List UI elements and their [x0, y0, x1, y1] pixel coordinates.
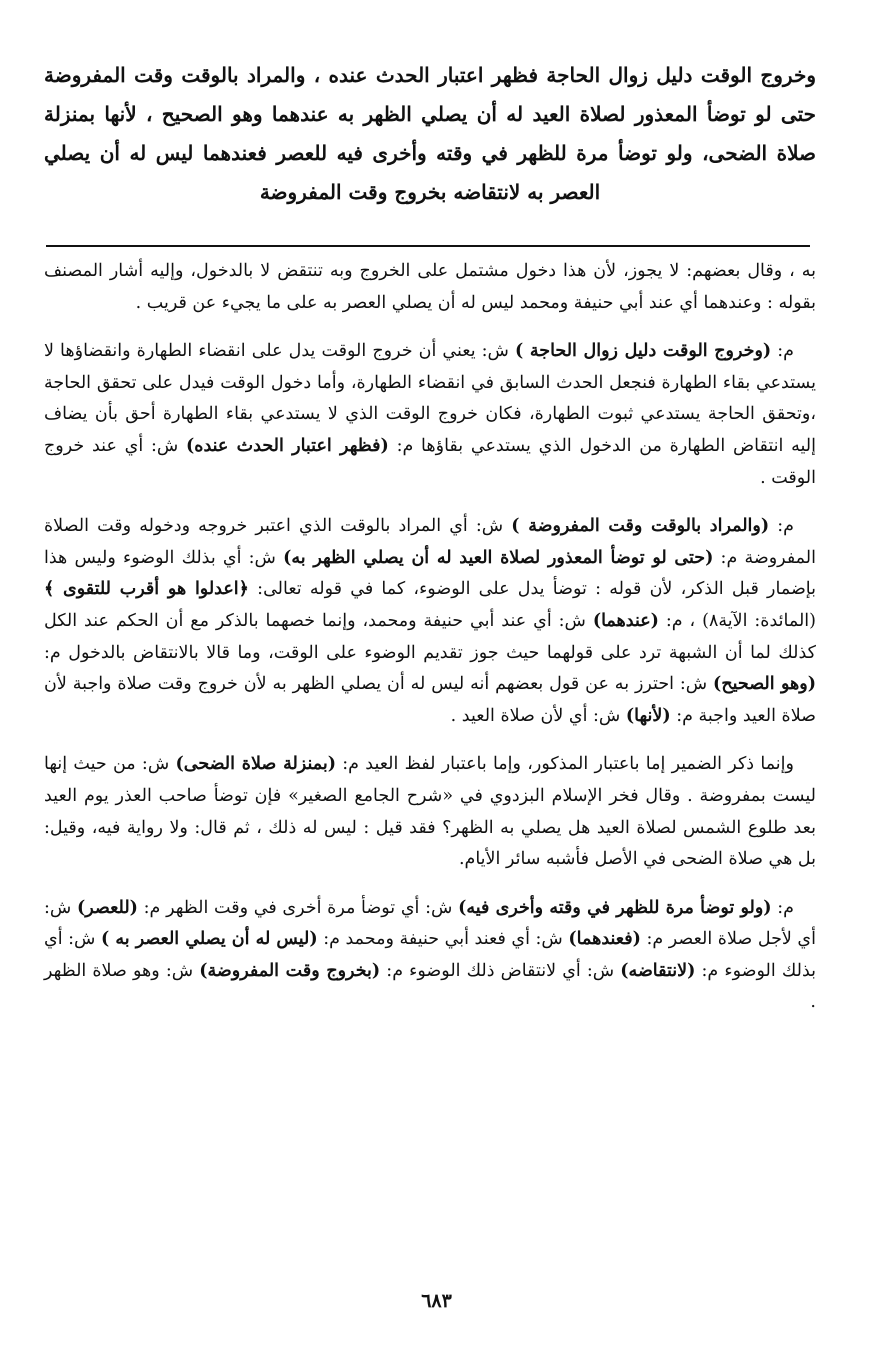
page-number: ٦٨٣ — [421, 1290, 452, 1312]
quoted-matn: (ليس له أن يصلي العصر به ) — [100, 929, 318, 950]
commentary-text: ش: أي لأن صلاة العيد . — [450, 705, 626, 726]
commentary-text: ش: أي بذلك الوضوء م: — [44, 929, 817, 981]
commentary-text: ش: من حيث إنها ليست بمفروضة . وقال فخر الإسلام البزدوي في «شرح الجامع الصغير» فإن توضأ صاحب العذر يوم العيد بعد طلوع الشمس لصلاة العيد هل يصلي به الظهر؟ فقد قيل : ليس له ذلك ، ثم قال: ولا رواية فيه، وقيل: بل هي صلاة الضحى في الأصل فأشبه سائر الأيام. — [44, 754, 816, 870]
quoted-matn: (وخروج الوقت دليل زوال الحاجة ) — [515, 341, 772, 362]
quoted-matn: (فظهر اعتبار الحدث عنده) — [186, 435, 389, 456]
commentary-paragraph-3 — [44, 511, 816, 732]
commentary-text: (المائدة: الآية٨) ، م: — [658, 610, 816, 631]
matn-paragraph: وخروج الوقت دليل زوال الحاجة فظهر اعتبار الحدث عنده ، والمراد بالوقت وقت المفروضة حتى لو توضأ المعذور لصلاة العيد له أن يصلي الظهر به عندهما وهو الصحيح ، لأنها بمنزلة صلاة الضحى، ولو توضأ مرة للظهر في وقته وأخرى فيه للعصر فعندهما ليس له أن يصلي العصر به لانتقاضه بخروج وقت المفروضة — [44, 63, 816, 204]
commentary-text: ش: يعني أن خروج الوقت يدل على انقضاء الطهارة وانقضاؤها لا يستدعي بقاء الطهارة فنجعل الحدث السابق في انقضاء الطهارة، وأما دخول الوقت فيدل على تحقق الحاجة ،وتحقق الحاجة يستدعي ثبوت الطهارة، فكان خروج الوقت الذي لا يستدعي بقاء الطهارة أحق بأن يضاف إليه انتقاض الطهارة من الدخول الذي يستدعي بقاؤها م: — [44, 341, 816, 456]
marker: م: — [771, 897, 795, 918]
commentary-block — [44, 256, 816, 1036]
quoted-matn: (بخروج وقت المفروضة) — [199, 960, 381, 981]
commentary-paragraph-2 — [44, 336, 816, 494]
commentary-paragraph-4 — [44, 749, 816, 875]
commentary-text: ش: أي عند أبي حنيفة ومحمد، وإنما خصهما بالذكر مع أن الحكم عند الكل كذلك لما أن الشبهة ترد على قولهما حيث جوز تقديم الوضوء على الوقت، وما قالا بالانتقاض بالدخول م: — [44, 610, 816, 663]
quoted-matn: (للعصر) — [76, 897, 138, 918]
commentary-text: ش: أي لانتقاض ذلك الوضوء م: — [380, 960, 621, 981]
quoted-matn: (لأنها) — [625, 705, 671, 726]
commentary-text: ش: وهو صلاة الظهر . — [44, 960, 816, 1013]
commentary-paragraph-5 — [44, 893, 816, 1019]
commentary-text: ش: أي بذلك الوضوء وليس هذا بإضمار قبل الذكر، لأن قوله : توضأ يدل على الوضوء، كما في قوله تعالى: — [44, 547, 817, 600]
commentary-text: ش: أي توضأ مرة أخرى في وقت الظهر م: — [137, 897, 459, 918]
commentary-text: ش: أي المراد بالوقت الذي اعتبر خروجه ودخوله وقت الصلاة المفروضة م: — [44, 516, 816, 568]
quoted-matn: (حتى لو توضأ المعذور لصلاة العيد له أن يصلي الظهر به) — [283, 547, 714, 568]
matn-block — [44, 56, 816, 212]
quoted-matn: (بمنزلة صلاة الضحى) — [175, 754, 336, 775]
quoted-matn: (وهو الصحيح) — [713, 674, 816, 695]
marker: م: — [771, 341, 795, 362]
commentary-paragraph-1: به ، وقال بعضهم: لا يجوز، لأن هذا دخول مشتمل على الخروج وبه تنتقض لا بالدخول، وإليه أشار المصنف بقوله : وعندهما أي عند أبي حنيفة ومحمد ليس له أن يصلي العصر به على ما يجيء عن قريب . — [44, 261, 816, 313]
quoted-matn: (والمراد بالوقت وقت المفروضة ) — [511, 516, 770, 537]
quoted-matn: (ولو توضأ مرة للظهر في وقته وأخرى فيه) — [458, 897, 772, 918]
commentary-text: ش: أي عند خروج الوقت . — [44, 435, 816, 488]
footnote-divider — [46, 245, 810, 247]
quoted-matn: (فعندهما) — [568, 929, 641, 950]
quoted-matn: (عندهما) — [592, 610, 659, 631]
matn-text — [44, 56, 816, 212]
commentary-text: ش: أي لأجل صلاة العصر م: — [44, 897, 816, 950]
commentary-text: ش: احترز به عن قول بعضهم أنه ليس له أن يصلي الظهر به لأن خروج وقت صلاة واجبة لأن صلاة العيد واجبة م: — [44, 674, 816, 726]
quoted-matn: (لانتقاضه) — [620, 960, 696, 981]
marker: م: — [769, 516, 795, 537]
commentary-text: ش: أي فعند أبي حنيفة ومحمد م: — [317, 929, 569, 950]
quran-verse: ﴿اعدلوا هو أقرب للتقوى ﴾ — [44, 579, 249, 600]
commentary-text: وإنما ذكر الضمير إما باعتبار المذكور، وإما باعتبار لفظ العيد م: — [336, 754, 794, 775]
